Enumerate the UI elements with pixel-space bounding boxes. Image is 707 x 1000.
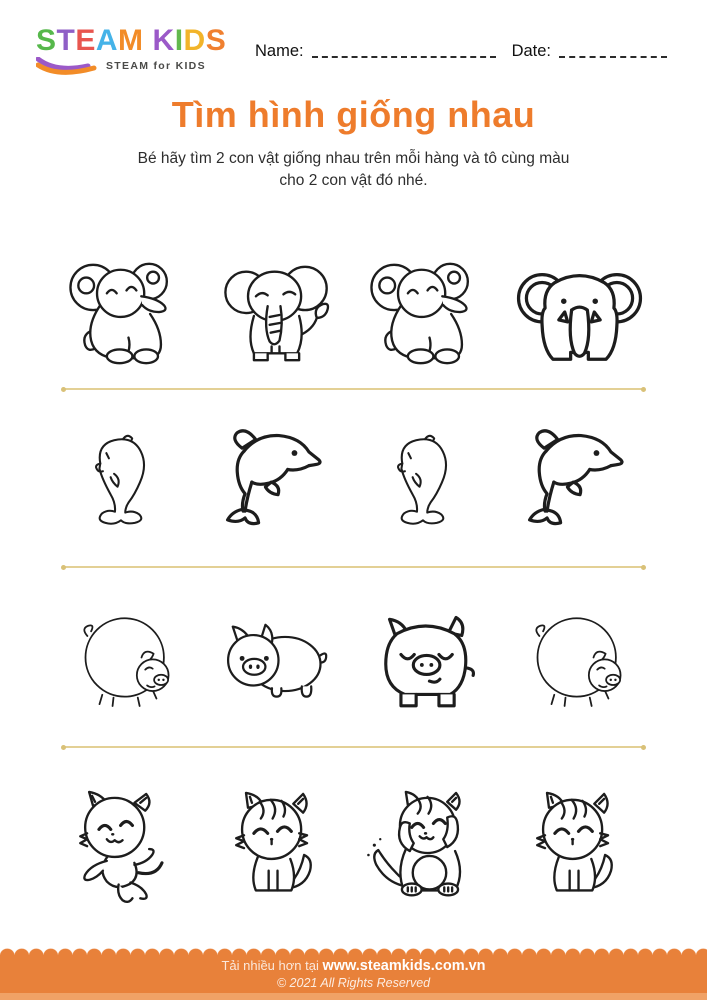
cat-dancing-cell[interactable] [52,790,203,918]
logo-letter: S [205,24,227,57]
logo-letter: S [36,24,57,57]
row-separator [64,566,643,568]
footer-more-text: Tải nhiều hơn tại [221,958,319,973]
name-field-line[interactable] [312,44,496,58]
footer [0,942,707,1000]
cat-row [52,762,655,934]
logo-wordmark [36,26,226,56]
logo-swoosh-icon [36,57,100,75]
pig-round-cell[interactable] [504,608,655,720]
elephant-sitting-drawing [60,255,195,373]
elephant-sitting-drawing [361,255,496,373]
logo-letter: M [118,24,144,57]
dolphin-leaping-cell[interactable] [504,422,655,548]
row-separator [64,388,643,390]
elephant-sitting-cell[interactable] [52,255,203,373]
logo-letter: T [56,24,76,57]
dolphin-leaping-cell[interactable] [203,422,354,548]
name-date-row [255,42,667,61]
footer-bottom-strip [0,993,707,1000]
date-label: Date: [511,42,551,60]
logo-letter: A [95,24,119,57]
dolphin-vertical-cell[interactable] [52,421,203,549]
elephant-front-drawing [512,255,647,373]
pig-round-drawing [60,608,195,720]
cat-sitting-cell[interactable] [504,790,655,918]
date-field-line[interactable] [559,44,667,58]
cat-waving-cell[interactable] [354,790,505,918]
footer-band [0,955,707,993]
pig-front-cell[interactable] [354,607,505,721]
pig-side-drawing [211,608,346,720]
logo-letter: K [152,24,175,57]
name-label: Name: [255,42,304,60]
footer-url-link[interactable]: www.steamkids.com.vn [322,958,486,974]
dolphin-leaping-drawing [514,422,646,548]
row-separator [64,746,643,748]
logo-subtitle: STEAM for KIDS [106,60,206,72]
worksheet-title: Tìm hình giống nhau [171,94,536,135]
elephant-front-cell[interactable] [504,255,655,373]
dolphin-vertical-drawing [71,421,183,549]
pig-row [52,582,655,746]
elephant-row [52,240,655,388]
instructions-line-1: Bé hãy tìm 2 con vật giống nhau trên mỗi hàng và tô cùng màu [137,150,570,167]
instructions-line-2: cho 2 con vật đó nhé. [279,172,428,190]
pig-round-drawing [512,608,647,720]
logo-letter: I [174,24,184,57]
pig-front-drawing [361,607,496,721]
elephant-sitting-cell[interactable] [354,255,505,373]
pig-round-cell[interactable] [52,608,203,720]
cat-waving-drawing [361,790,496,918]
elephant-standing-drawing [211,255,346,373]
logo-letter: E [75,24,96,57]
logo-letter: D [183,24,206,57]
dolphin-row [52,404,655,566]
worksheet-rows [52,240,655,934]
footer-copyright: © 2021 All Rights Reserved [276,976,431,990]
elephant-standing-cell[interactable] [203,255,354,373]
dolphin-leaping-drawing [212,422,344,548]
instructions [80,148,627,193]
footer-scallop-edge [0,942,707,955]
cat-sitting-drawing [211,790,346,918]
cat-sitting-drawing [512,790,647,918]
pig-side-cell[interactable] [203,608,354,720]
dolphin-vertical-drawing [373,421,485,549]
cat-dancing-drawing [60,790,195,918]
cat-sitting-cell[interactable] [203,790,354,918]
dolphin-vertical-cell[interactable] [354,421,505,549]
steam-kids-logo [36,26,226,75]
